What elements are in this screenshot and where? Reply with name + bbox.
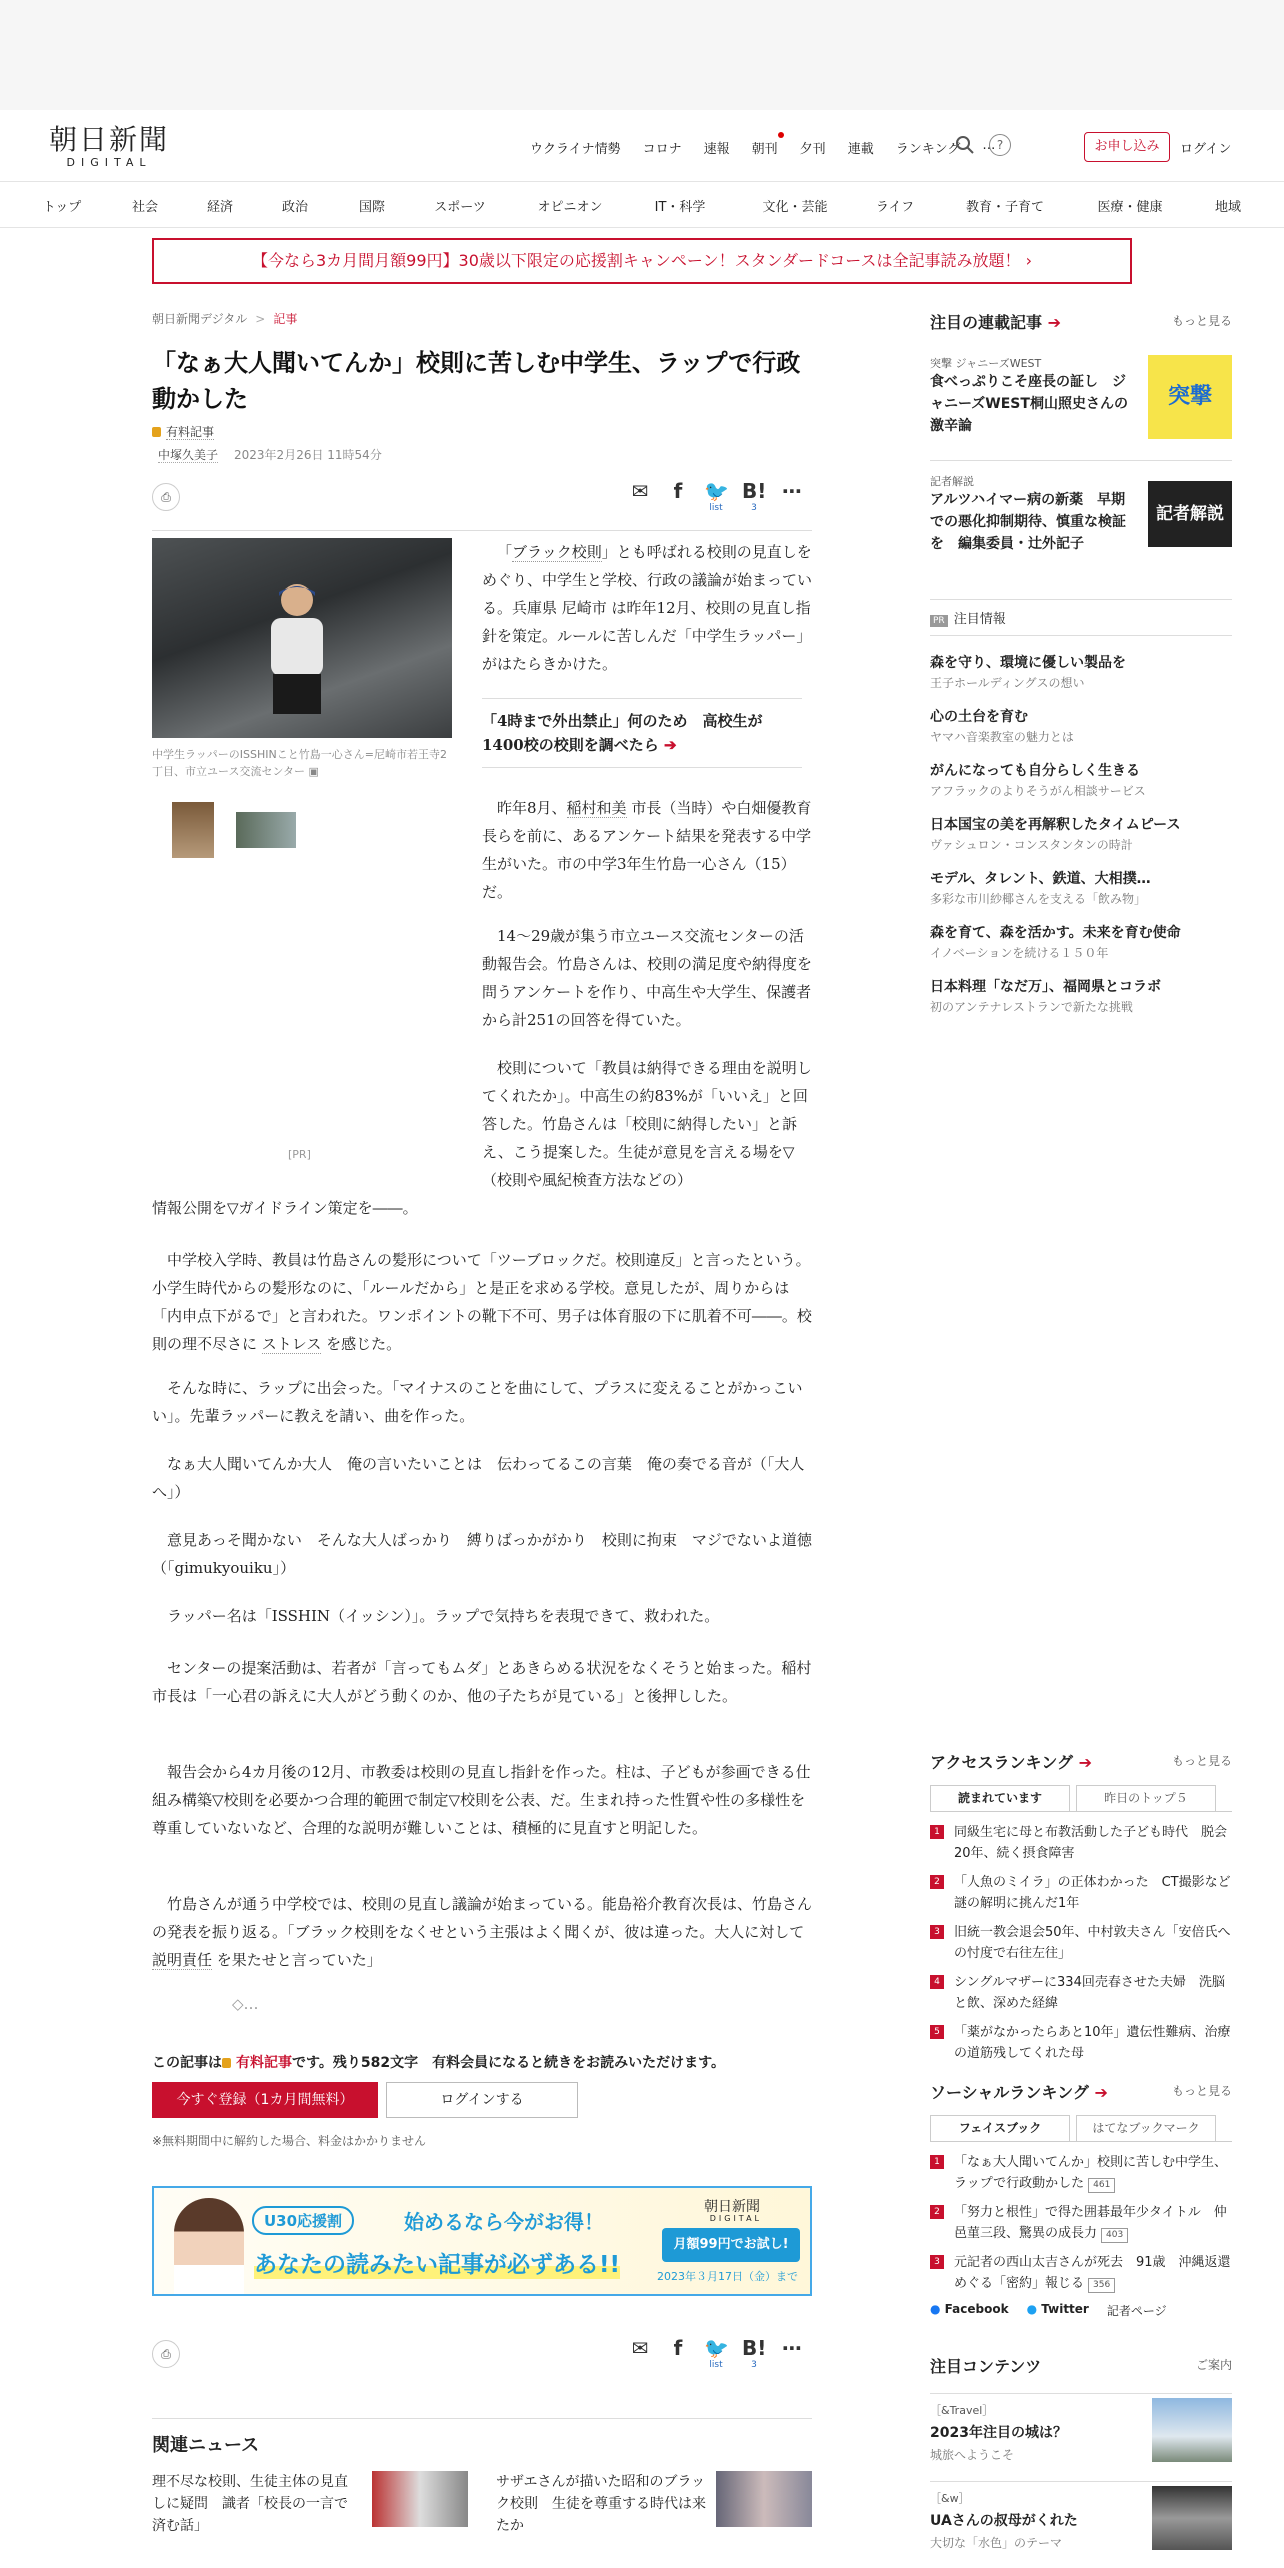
topnav-ranking[interactable]: ランキング xyxy=(895,142,961,157)
attention-item[interactable] xyxy=(930,2393,1232,2465)
promo-title: がんになっても自分らしく生きる xyxy=(930,763,1140,779)
attention-item-sub: 城旅へようこそ xyxy=(930,2448,1015,2462)
photo-caption xyxy=(152,746,452,780)
p2-pre: 昨年8月、 xyxy=(497,799,567,817)
promo-sub: 多彩な市川紗椰さんを支える「飲み物」 xyxy=(930,892,1147,906)
cat-region[interactable]: 地域 xyxy=(1214,200,1242,215)
promo-sub: ヤマハ音楽教室の魅力とは xyxy=(930,730,1074,744)
rank-number: 1 xyxy=(930,1825,944,1839)
access-list xyxy=(930,1822,1232,2064)
series-tag: 記者解説 xyxy=(930,475,974,488)
share-buttons xyxy=(628,479,804,513)
attention-item-sub: 大切な「水色」のテーマ xyxy=(930,2536,1063,2550)
more-link[interactable]: もっと見る xyxy=(1171,314,1232,328)
share-count: 403 xyxy=(1101,2228,1128,2243)
banner-logo-jp: 朝日新聞 xyxy=(704,2199,760,2215)
byline xyxy=(152,446,812,463)
access-title[interactable]: アクセスランキング xyxy=(930,1753,1074,1772)
social-links xyxy=(930,2302,1232,2319)
inamura-link[interactable]: 稲村和美 xyxy=(566,799,627,817)
social-title[interactable]: ソーシャルランキング xyxy=(930,2083,1089,2102)
tab-most-read[interactable]: 読まれています xyxy=(930,1785,1070,1811)
promo-list xyxy=(930,652,1232,1016)
subscribe-button[interactable]: お申し込み xyxy=(1084,132,1170,162)
cat-it-science[interactable]: IT・科学 xyxy=(654,200,706,215)
more-share-icon[interactable]: ⋯ xyxy=(782,2336,802,2360)
arrow-right-icon: ➔ xyxy=(663,736,677,754)
related-item-text: 理不尽な校則、生徒主体の見直しに疑問 識者「校長の一言で済む話」 xyxy=(152,2474,348,2534)
promo-item[interactable] xyxy=(930,922,1232,962)
cat-society[interactable]: 社会 xyxy=(131,200,159,215)
guide-link[interactable]: ご案内 xyxy=(1195,2358,1232,2372)
cat-life[interactable]: ライフ xyxy=(875,200,915,215)
promo-sub: イノベーションを続ける１５０年 xyxy=(930,946,1109,960)
share-count: 461 xyxy=(1088,2178,1115,2193)
topnav-series[interactable]: 連載 xyxy=(847,142,874,157)
paragraph-3: 14～29歳が集う市立ユース交流センターの活動報告会。竹島さんは、校則の満足度や納得度を問うアンケートを作り、中高生や大学生、保護者から計251の回答を得ていた。 xyxy=(482,927,813,1029)
paragraph-4: 校則について「教員は納得できる理由を説明してくれたか」。中高生の約83%が「いいえ」と回答した。竹島さんは「校則に納得したい」と訴え、こう提案した。生徒が意見を言える場を▽（校則や風紀検査方法などの） xyxy=(482,1059,812,1189)
promo-item[interactable] xyxy=(930,706,1232,746)
cat-culture[interactable]: 文化・芸能 xyxy=(762,200,828,215)
access-ranking xyxy=(930,1750,1232,2072)
rank-title: 元記者の西山太吉さんが死去 91歳 沖縄返還めぐる「密約」報じる xyxy=(954,2255,1231,2291)
series-item[interactable] xyxy=(930,473,1232,569)
hatena-count: 3 xyxy=(751,2360,757,2370)
article-photo[interactable] xyxy=(152,538,452,738)
attention-item-title: 2023年注目の城は？ xyxy=(930,2425,1067,2441)
facebook-link[interactable] xyxy=(930,2302,1009,2319)
campaign-banner[interactable] xyxy=(152,238,1132,284)
share-bar-bottom xyxy=(152,2332,812,2388)
social-list xyxy=(930,2152,1232,2294)
facebook-share-icon[interactable]: f xyxy=(673,2336,683,2360)
breadcrumb-separator-icon: > xyxy=(255,312,266,326)
logo-en: DIGITAL xyxy=(66,156,152,169)
banner-slogan: 始めるなら今がお得！ xyxy=(404,2210,604,2234)
cat-politics[interactable]: 政治 xyxy=(281,200,309,215)
rank-title: 「薬がなかったらあと10年」遺伝性難病、治療の道筋残してくれた母 xyxy=(954,2025,1231,2061)
share-bar-top xyxy=(152,475,812,531)
facebook-share-icon[interactable]: f xyxy=(673,479,683,503)
campaign-text: 【今なら3カ月間月額99円】30歳以下限定の応援割キャンペーン！スタンダードコースは全記事読み放題！ xyxy=(252,251,1021,270)
cat-top[interactable]: トップ xyxy=(42,200,82,215)
rank-item[interactable] xyxy=(930,2152,1232,2194)
inline-related-link[interactable] xyxy=(482,698,802,768)
paid-text: 有料記事 xyxy=(166,425,215,439)
rank-item[interactable] xyxy=(930,2022,1232,2064)
paragraph-7: ラッパー名は「ISSHIN（イッシン）」。ラップで気持ちを表現できて、救われた。 xyxy=(167,1607,720,1625)
promo-sub: 初のアンテナレストランで新たな挑戦 xyxy=(930,1000,1133,1014)
arrow-right-icon: ➔ xyxy=(1078,1753,1093,1772)
attention-heading xyxy=(930,2354,1232,2377)
twitter-share-icon[interactable]: 🐦 list xyxy=(704,2336,729,2370)
masthead xyxy=(0,110,1284,182)
cat-economy[interactable]: 経済 xyxy=(206,200,234,215)
twitter-share-icon[interactable]: 🐦 list xyxy=(704,479,729,513)
rank-item[interactable] xyxy=(930,2252,1232,2294)
cta-post: です。残り582文字 有料会員になると続きをお読みいただけます。 xyxy=(292,2055,725,2071)
promo-sub: ヴァシュロン・コンスタンタンの時計 xyxy=(930,838,1133,852)
topnav-evening[interactable]: 夕刊 xyxy=(799,142,826,157)
article xyxy=(152,310,813,2534)
related-item[interactable] xyxy=(152,2471,472,2537)
topnav-breaking[interactable]: 速報 xyxy=(703,142,730,157)
new-dot-icon xyxy=(778,132,784,138)
tab-facebook[interactable]: フェイスブック xyxy=(930,2115,1070,2141)
top-ad-area xyxy=(0,0,1284,110)
promo-item[interactable] xyxy=(930,814,1232,854)
banner-person xyxy=(174,2198,244,2294)
paid-article-label xyxy=(152,423,812,440)
rank-item[interactable] xyxy=(930,1872,1232,1914)
hatena-count: 3 xyxy=(751,503,757,513)
rank-title: 「なぁ大人聞いてんか」校則に苦しむ中学生、ラップで行政動かした xyxy=(954,2155,1228,2191)
cta-pre: この記事は xyxy=(152,2055,222,2071)
paragraph-4-tail: 情報公開を▽ガイドライン策定を――。 xyxy=(152,1199,418,1217)
promo-item[interactable] xyxy=(930,760,1232,800)
p10-post: を果たせと言っていた」 xyxy=(212,1951,382,1969)
twitter-icon: ● xyxy=(1026,2302,1038,2316)
rank-item[interactable] xyxy=(930,1922,1232,1964)
cat-opinion[interactable]: オピニオン xyxy=(537,200,603,215)
series-thumb-label: 突撃 xyxy=(1167,384,1212,409)
lyric-1: なぁ大人聞いてんか大人 俺の言いたいことは 伝わってるこの言葉 俺の奏でる音が（「大人へ」） xyxy=(152,1455,805,1501)
photo-thumbnail[interactable] xyxy=(172,802,214,858)
paragraph-9: 報告会から4カ月後の12月、市教委は校則の見直し指針を作った。柱は、子どもが参画できる仕組み構築▽校則を必要かつ合理的範囲で制定▽校則を公表、だ。生まれ持った性質や性の多様性を尊重していないなど、合理的な説明が難しいことは、積極的に見直すと明記した。 xyxy=(152,1763,811,1837)
banner-deadline: 2023年３月17日（金）まで xyxy=(657,2270,798,2283)
attention-item-title: UAさんの叔母がくれた xyxy=(930,2513,1078,2529)
rank-number: 4 xyxy=(930,1975,944,1989)
related-title: 関連ニュース xyxy=(152,2435,260,2456)
inline-related-text: 「4時まで外出禁止」何のため 高校生が1400校の校則を調べたら xyxy=(482,712,763,754)
mail-share-icon[interactable]: ✉ xyxy=(631,2336,649,2360)
series-title[interactable]: 注目の連載記事 xyxy=(930,313,1043,332)
arrow-right-icon: ➔ xyxy=(1047,313,1061,332)
print-icon[interactable]: ⎙ xyxy=(152,483,180,511)
cat-education[interactable]: 教育・子育て xyxy=(965,200,1045,215)
tab-hatena[interactable]: はてなブックマーク xyxy=(1076,2115,1216,2141)
cta-paid: 有料記事 xyxy=(236,2055,292,2071)
promo-title: 森を育て、森を活かす。未来を育む使命 xyxy=(930,925,1181,941)
topnav-corona[interactable]: コロナ xyxy=(642,142,682,157)
tab-yesterday-top5[interactable]: 昨日のトップ５ xyxy=(1076,1785,1216,1811)
topnav-morning-label: 朝刊 xyxy=(751,142,778,157)
pr-title: 注目情報 xyxy=(953,612,1006,627)
attention-item[interactable] xyxy=(930,2481,1232,2553)
paragraph-6: そんな時に、ラップに出会った。「マイナスのことを曲にして、プラスに変えることがかっこいい」。先輩ラッパーに教えを請い、曲を作った。 xyxy=(152,1379,803,1425)
publish-date: 2023年2月26日 11時54分 xyxy=(234,448,382,462)
promo-sub: 王子ホールディングスの想い xyxy=(930,676,1085,690)
paragraph-2 xyxy=(482,794,812,906)
p5-post: を感じた。 xyxy=(321,1335,402,1353)
black-kosoku-link[interactable]: ブラック校則 xyxy=(512,543,602,561)
rank-number: 2 xyxy=(930,1875,944,1889)
cat-sports[interactable]: スポーツ xyxy=(434,200,486,215)
rank-number: 1 xyxy=(930,2155,944,2169)
search-icon[interactable] xyxy=(955,135,975,155)
promo-title: 森を守り、環境に優しい製品を xyxy=(930,655,1126,671)
attention-title: 注目コンテンツ xyxy=(930,2357,1042,2376)
promo-item[interactable] xyxy=(930,976,1232,1016)
more-link[interactable]: もっと見る xyxy=(1171,2084,1232,2098)
pr-label: [PR] xyxy=(288,1148,311,1161)
cta-text xyxy=(152,2052,812,2072)
photo-thumbnail[interactable] xyxy=(236,812,296,848)
register-button[interactable]: 今すぐ登録（1カ月間無料） xyxy=(152,2082,378,2118)
rank-number: 3 xyxy=(930,1925,944,1939)
social-ranking xyxy=(930,2080,1232,2319)
topnav-more[interactable]: … xyxy=(982,138,996,153)
cat-health[interactable]: 医療・健康 xyxy=(1097,200,1163,215)
promo-item[interactable] xyxy=(930,868,1232,908)
series-thumb xyxy=(1148,355,1232,439)
lock-icon xyxy=(222,2058,231,2068)
share-buttons xyxy=(628,2336,804,2370)
social-tabs xyxy=(930,2115,1232,2142)
rank-item[interactable] xyxy=(930,1822,1232,1864)
lock-icon xyxy=(152,427,161,437)
series-item[interactable] xyxy=(930,355,1232,461)
p1-pre: 「 xyxy=(497,543,513,561)
hatena-share-icon[interactable]: B! 3 xyxy=(742,2336,767,2370)
banner-price: 月額99円でお試し! xyxy=(662,2228,800,2262)
rank-title: 同級生宅に母と布教活動した子ども時代 脱会20年、続く摂食障害 xyxy=(954,1825,1228,1861)
series-item-title: 食べっぷりこそ座長の証し ジャニーズWEST桐山照史さんの激辛論 xyxy=(930,374,1128,434)
paragraph-1 xyxy=(482,538,812,678)
series-tag: 突撃 ジャニーズWEST xyxy=(930,357,1042,370)
breadcrumb xyxy=(152,310,812,327)
attention-thumb xyxy=(1152,2486,1232,2550)
chevron-right-icon: › xyxy=(1025,251,1032,270)
rank-item[interactable] xyxy=(930,2202,1232,2244)
twitter-label: Twitter xyxy=(1041,2302,1089,2316)
rank-title: 旧統一教会退会50年、中村敦夫さん「安倍氏への忖度で右往左往」 xyxy=(954,1925,1231,1961)
fade-ellipsis: ◇… xyxy=(232,1995,259,2013)
site-logo[interactable] xyxy=(44,124,174,169)
top-nav xyxy=(530,138,995,157)
promo-title: 日本料理「なだ万」、福岡県とコラボ xyxy=(930,979,1161,995)
paragraph-10 xyxy=(152,1890,812,1974)
paragraph-8: センターの提案活動は、若者が「言ってもムダ」とあきらめる状況をなくそうと始まった。稲村市長は「一心君の訴えに大人がどう動くのか、他の子たちが見ている」と後押しした。 xyxy=(152,1659,812,1705)
promo-title: 心の土台を育む xyxy=(930,709,1028,725)
topnav-ukraine[interactable]: ウクライナ情勢 xyxy=(530,142,621,157)
breadcrumb-home[interactable]: 朝日新聞デジタル xyxy=(152,312,248,326)
related-thumb xyxy=(716,2471,812,2527)
promo-sub: アフラックのよりそうがん相談サービス xyxy=(930,784,1146,798)
cat-international[interactable]: 国際 xyxy=(358,200,386,215)
list-link[interactable]: list xyxy=(709,2360,723,2370)
u30-banner[interactable] xyxy=(152,2186,812,2296)
image-icon[interactable]: ▣ xyxy=(308,765,319,778)
access-heading xyxy=(930,1750,1232,1773)
mail-share-icon[interactable]: ✉ xyxy=(631,479,649,503)
attention-tag: ［&w］ xyxy=(930,2492,970,2505)
help-icon[interactable]: ? xyxy=(989,134,1011,156)
lyric-2: 意見あっそ聞かない そんな大人ばっかり 縛りばっかがかり 校則に拘束 マジでないよ道徳（「gimukyouiku」） xyxy=(152,1531,812,1577)
list-link[interactable]: list xyxy=(709,503,723,513)
attention-tag: ［&Travel］ xyxy=(930,2404,994,2417)
reporter-page-link[interactable]: 記者ページ xyxy=(1106,2304,1167,2318)
accountability-link[interactable]: 説明責任 xyxy=(152,1951,213,1969)
more-share-icon[interactable]: ⋯ xyxy=(782,479,802,503)
promo-item[interactable] xyxy=(930,652,1232,692)
p5-pre: 中学校入学時、教員は竹島さんの髪形について「ツーブロックだ。校則違反」と言ったという。小学生時代からの髪形なのに、「ルールだから」と是正を求める学校。意見したが、周りからは「内申点下がるで」と言われた。ワンポイントの靴下不可、男子は体育服の下に肌着不可――。校則の理不尽さに xyxy=(152,1251,812,1353)
sidebar xyxy=(930,310,1232,2550)
social-heading xyxy=(930,2080,1232,2103)
article-title: 「なぁ大人聞いてんか」校則に苦しむ中学生、ラップで行政動かした xyxy=(152,348,801,413)
twitter-link[interactable] xyxy=(1027,2302,1089,2319)
banner-logo-en: DIGITAL xyxy=(709,2214,762,2223)
breadcrumb-current[interactable]: 記事 xyxy=(273,312,298,326)
rank-number: 2 xyxy=(930,2205,944,2219)
cta-note: ※無料期間中に解約した場合、料金はかかりません xyxy=(152,2134,427,2148)
series-heading xyxy=(930,310,1232,333)
banner-headline: あなたの読みたい記事が必ずある!! xyxy=(254,2246,620,2279)
topnav-morning[interactable] xyxy=(752,138,778,157)
facebook-icon: ● xyxy=(930,2302,941,2316)
series-item-title: アルツハイマー病の新薬 早期での悪化抑制期待、慎重な検証を 編集委員・辻外記子 xyxy=(930,492,1126,552)
attention-contents xyxy=(930,2354,1232,2553)
p10-pre: 竹島さんが通う中学校では、校則の見直し議論が始まっている。能島裕介教育次長は、竹島さんの発表を振り返る。「ブラック校則をなくせという主張はよく聞くが、彼は違った。大人に対して xyxy=(152,1895,813,1941)
banner-badge: U30応援割 xyxy=(252,2206,354,2235)
person-figure xyxy=(257,578,337,718)
rank-number: 3 xyxy=(930,2255,944,2269)
attention-thumb xyxy=(1152,2398,1232,2462)
paywall-cta xyxy=(152,2052,812,2148)
more-link[interactable]: もっと見る xyxy=(1171,1754,1232,1768)
related-item-text: サザエさんが描いた昭和のブラック校則 生徒を尊重する時代は来たか xyxy=(496,2474,706,2534)
login-link[interactable]: ログイン xyxy=(1180,142,1232,157)
rank-title: シングルマザーに334回売春させた夫婦 洗脳と飲、深めた経緯 xyxy=(954,1975,1225,2011)
logo-jp: 朝日新聞 xyxy=(48,123,169,156)
paragraph-5 xyxy=(152,1246,812,1358)
related-thumb xyxy=(372,2471,468,2527)
top-icons xyxy=(955,134,1011,156)
rank-number: 5 xyxy=(930,2025,944,2039)
category-nav xyxy=(0,182,1284,228)
p1-post: 」とも呼ばれる校則の見直しをめぐり、中学生と学校、行政の議論が始まっている。兵庫県 尼崎市 は昨年12月、校則の見直し指針を策定。ルールに苦しんだ「中学生ラッパー」がはたらきかけた。 xyxy=(482,543,813,673)
pr-badge: PR xyxy=(930,615,948,627)
hatena-share-icon[interactable]: B! 3 xyxy=(742,479,767,513)
stress-link[interactable]: ストレス xyxy=(261,1335,322,1353)
rank-item[interactable] xyxy=(930,1972,1232,2014)
access-tabs xyxy=(930,1785,1232,1812)
related-item[interactable] xyxy=(496,2471,812,2537)
promo-title: モデル、タレント、鉄道、大相撲… xyxy=(930,871,1151,887)
caption-text: 中学生ラッパーのISSHINこと竹島一心さん=尼崎市若王寺2丁目、市立ユース交流センター xyxy=(152,748,447,778)
author-link[interactable]: 中塚久美子 xyxy=(158,448,219,462)
print-icon[interactable]: ⎙ xyxy=(152,2340,180,2368)
login-button[interactable]: ログインする xyxy=(386,2082,578,2118)
share-count: 356 xyxy=(1088,2278,1115,2293)
rank-title: 「人魚のミイラ」の正体わかった CT撮影など謎の解明に挑んだ1年 xyxy=(954,1875,1231,1911)
pr-heading xyxy=(930,599,1232,636)
facebook-label: Facebook xyxy=(944,2302,1009,2316)
series-thumb-label: 記者解説 xyxy=(1156,504,1224,524)
p2-post: 市長（当時）や白畑優教育長らを前に、あるアンケート結果を発表する中学生がいた。市の中学3年生竹島一心さん（15）だ。 xyxy=(482,799,812,901)
promo-title: 日本国宝の美を再解釈したタイムピース xyxy=(930,817,1181,833)
rank-title: 「努力と根性」で得た囲碁最年少タイトル 仲邑菫三段、驚異の成長力 xyxy=(954,2205,1227,2241)
related-news xyxy=(152,2418,812,2534)
series-thumb xyxy=(1148,481,1232,547)
arrow-right-icon: ➔ xyxy=(1094,2083,1108,2102)
